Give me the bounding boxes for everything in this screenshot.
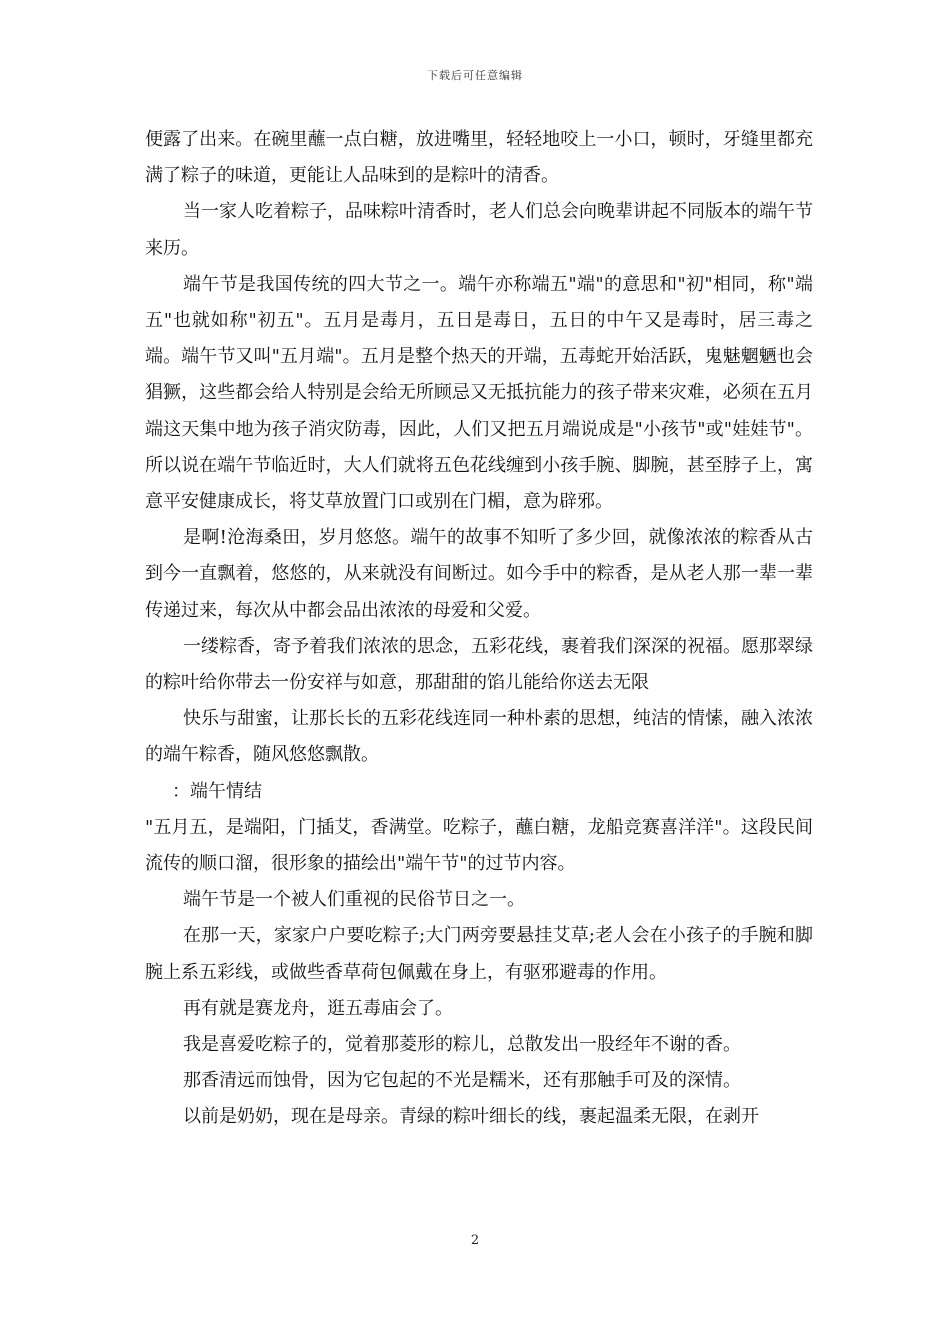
paragraph: 那香清远而蚀骨，因为它包起的不光是糯米，还有那触手可及的深情。 bbox=[183, 1070, 741, 1092]
page-number: 2 bbox=[470, 1233, 480, 1248]
document-body bbox=[145, 122, 813, 1136]
paragraph: 以前是奶奶，现在是母亲。青绿的粽叶细长的线，裹起温柔无限，在剥开 bbox=[183, 1106, 759, 1128]
paragraph: 一缕粽香，寄予着我们浓浓的思念，五彩花线，裹着我们深深的祝福。愿那翠绿的粽叶给你带去一份安祥与如意，那甜甜的馅儿能给你送去无限 bbox=[145, 635, 813, 694]
paragraph: 在那一天，家家户户要吃粽子;大门两旁要悬挂艾草;老人会在小孩子的手腕和脚腕上系五彩线，或做些香草荷包佩戴在身上，有驱邪避毒的作用。 bbox=[145, 925, 813, 983]
paragraph: 当一家人吃着粽子，品味粽叶清香时，老人们总会向晚辈讲起不同版本的端午节来历。 bbox=[145, 201, 813, 259]
paragraph: 端午节是我国传统的四大节之一。端午亦称端五"端"的意思和"初"相同，称"端五"也就如称"初五"。五月是毒月，五日是毒日，五日的中午又是毒时，居三毒之端。端午节又叫"五月端"。五月是整个热天的开端，五毒蛇开始活跃，鬼魅魍魉也会猖獗，这些都会给人特别是会给无所顾忌又无抵抗能力的孩子带来灾难，必须在五月端这天集中地为孩子消灾防毒，因此，人们又把五月端说成是"小孩节"或"娃娃节"。所以说在端午节临近时，大人们就将五色花线缠到小孩手腕、脚腕，甚至脖子上，寓意平安健康成长，将艾草放置门口或别在门楣，意为辟邪。 bbox=[145, 273, 813, 513]
paragraph: 是啊!沧海桑田，岁月悠悠。端午的故事不知听了多少回，就像浓浓的粽香从古到今一直飘着，悠悠的，从来就没有间断过。如今手中的粽香，是从老人那一辈一辈传递过来，每次从中都会品出浓浓的母爱和父爱。 bbox=[145, 527, 813, 621]
paragraph: "五月五，是端阳，门插艾，香满堂。吃粽子，蘸白糖，龙船竞赛喜洋洋"。这段民间流传的顺口溜，很形象的描绘出"端午节"的过节内容。 bbox=[145, 816, 813, 875]
page-header-note: 下载后可任意编辑 bbox=[427, 69, 523, 82]
paragraph: 端午节是一个被人们重视的民俗节日之一。 bbox=[183, 889, 525, 911]
paragraph: 再有就是赛龙舟，逛五毒庙会了。 bbox=[183, 997, 453, 1019]
paragraph: 我是喜爱吃粽子的，觉着那菱形的粽儿，总散发出一股经年不谢的香。 bbox=[183, 1034, 741, 1056]
section-heading: ：端午情结 bbox=[172, 780, 262, 802]
paragraph: 快乐与甜蜜，让那长长的五彩花线连同一种朴素的思想，纯洁的情愫，融入浓浓的端午粽香，随风悠悠飘散。 bbox=[145, 708, 813, 766]
paragraph: 便露了出来。在碗里蘸一点白糖，放进嘴里，轻轻地咬上一小口，顿时，牙缝里都充满了粽子的味道，更能让人品味到的是粽叶的清香。 bbox=[145, 129, 813, 187]
